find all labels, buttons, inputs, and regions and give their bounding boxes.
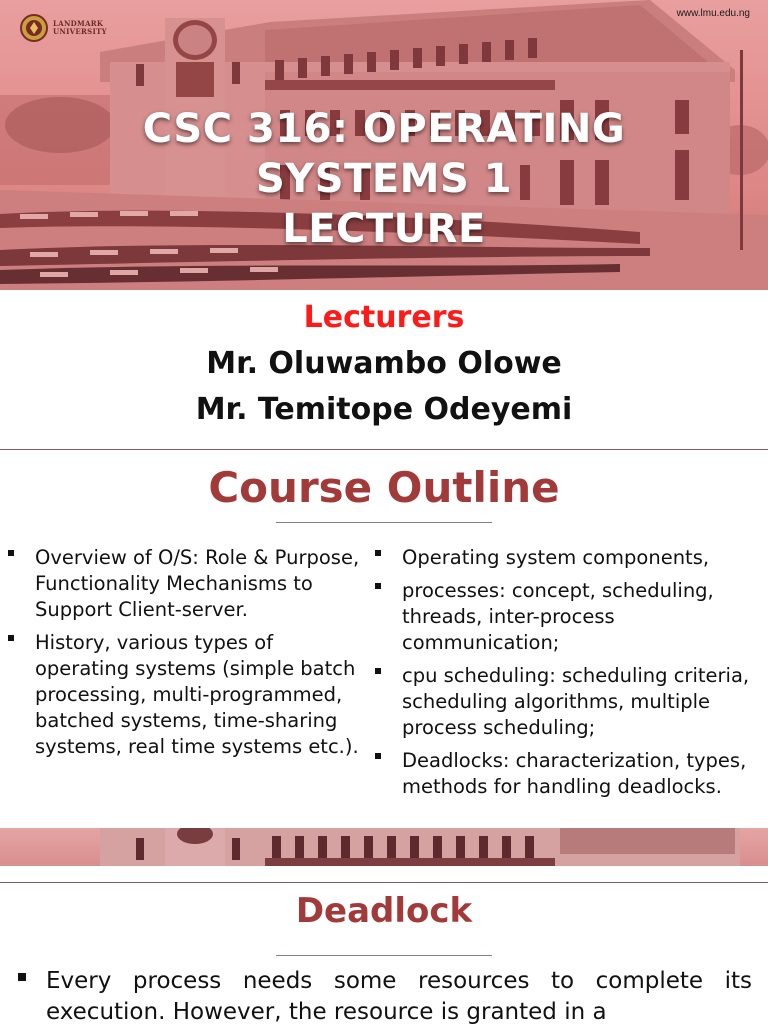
outline-bullet-item [8, 545, 368, 623]
course-title-line: CSC 316: OPERATING [142, 106, 626, 152]
outline-bullet-text: Operating system components, [402, 546, 710, 569]
outline-right-column [375, 545, 760, 807]
bullet-icon [375, 583, 381, 589]
bullet-icon [375, 550, 381, 556]
deadlock-title: Deadlock [295, 891, 473, 931]
bullet-icon [8, 635, 14, 641]
university-logo [20, 12, 113, 44]
university-seal-icon [20, 12, 48, 44]
website-url[interactable]: www.lmu.edu.ng [676, 8, 750, 19]
title-banner [0, 0, 768, 290]
outline-bullet-item [8, 630, 368, 760]
outline-bullet-item [375, 748, 760, 800]
outline-bullet-text: History, various types of operating systems (simple batch processing, multi-programmed, batched systems, time-sharing systems, real time systems etc.). [35, 631, 359, 758]
outline-bullet-item [375, 663, 760, 741]
outline-left-column [8, 545, 368, 767]
bullet-icon [18, 973, 26, 981]
course-title-line: LECTURE [282, 206, 486, 252]
outline-bullet-text: Overview of O/S: Role & Purpose, Functionality Mechanisms to Support Client-server. [35, 546, 360, 621]
slide-divider [0, 449, 768, 450]
outline-bullet-text: cpu scheduling: scheduling criteria, scheduling algorithms, multiple process scheduling; [402, 664, 750, 739]
lecturers-section [0, 292, 768, 452]
bullet-icon [375, 668, 381, 674]
title-underline [276, 955, 492, 956]
footer-building-strip [0, 828, 768, 866]
slide-divider [0, 882, 768, 883]
logo-wordmark: LANDMARK UNIVERSITY [53, 19, 107, 36]
outline-bullet-text: Deadlocks: characterization, types, methods for handling deadlocks. [402, 749, 747, 798]
course-title-line: SYSTEMS 1 [255, 156, 513, 202]
outline-bullet-text: processes: concept, scheduling, threads, inter-process communication; [402, 579, 714, 654]
course-title [0, 104, 768, 254]
lecturer-name: Mr. Temitope Odeyemi [195, 392, 573, 427]
outline-bullet-item [375, 545, 760, 571]
bullet-icon [375, 753, 381, 759]
outline-bullet-item [375, 578, 760, 656]
outline-title: Course Outline [208, 463, 560, 512]
campus-building-image [0, 828, 768, 866]
lecturer-name: Mr. Oluwambo Olowe [206, 346, 562, 381]
deadlock-bullet-text: Every process needs some resources to complete its execution. However, the resource is granted in a [46, 968, 752, 1025]
bullet-icon [8, 550, 14, 556]
title-underline [276, 522, 492, 523]
deadlock-bullet [18, 966, 752, 1028]
lecturers-heading: Lecturers [303, 300, 465, 335]
